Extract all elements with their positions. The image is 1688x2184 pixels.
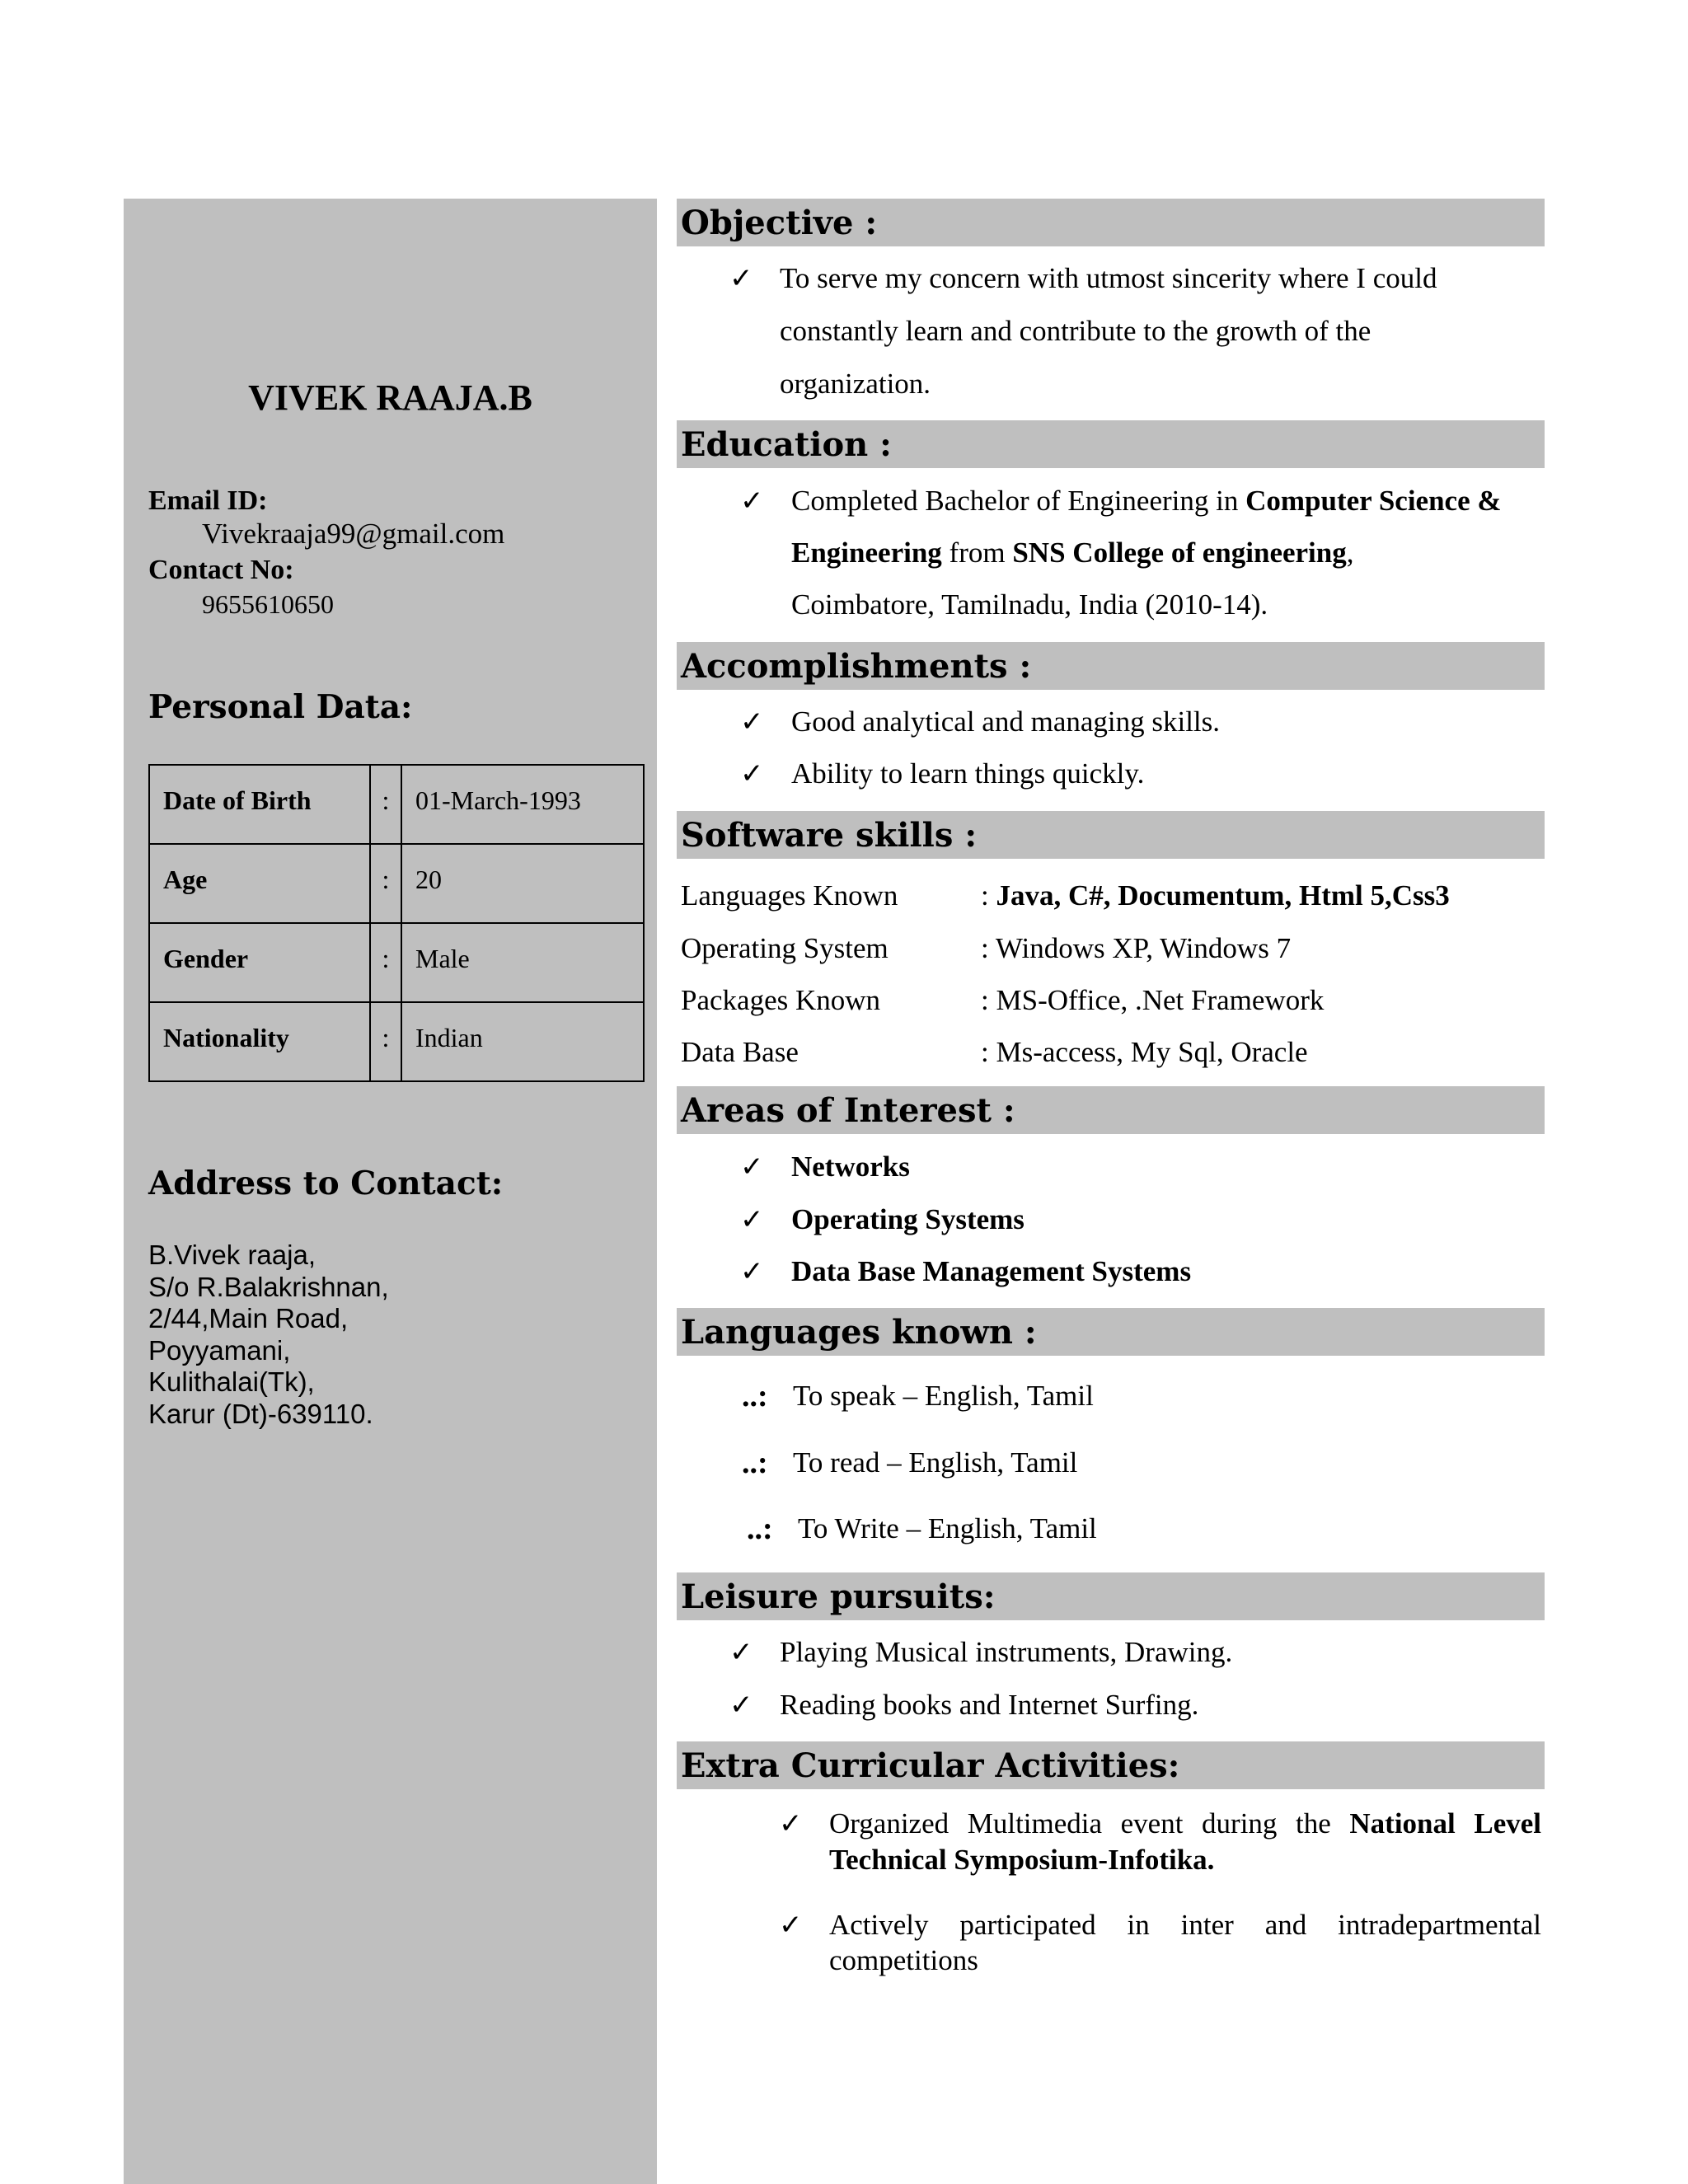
skill-label: Languages Known	[681, 879, 898, 912]
objective-heading: Objective :	[677, 199, 1545, 246]
objective-line: To serve my concern with utmost sincerity where I could	[780, 262, 1437, 294]
row-value: Indian	[401, 1002, 644, 1081]
education-heading: Education :	[677, 420, 1545, 468]
check-icon: ✓	[740, 1151, 764, 1183]
leisure-heading: Leisure pursuits:	[677, 1572, 1545, 1620]
sidebar	[124, 199, 657, 2184]
skill-value: : MS-Office, .Net Framework	[981, 984, 1325, 1016]
check-icon: ✓	[779, 1909, 803, 1942]
row-sep: :	[370, 1002, 401, 1081]
areas-of-interest-heading: Areas of Interest :	[677, 1086, 1545, 1134]
table-row	[149, 844, 644, 923]
list-item: To Write – English, Tamil	[798, 1512, 1097, 1544]
row-value: 20	[401, 844, 644, 923]
list-item: Good analytical and managing skills.	[791, 705, 1221, 738]
check-icon: ✓	[779, 1807, 803, 1840]
bullet-icon: ..:	[742, 1446, 768, 1480]
row-sep: :	[370, 765, 401, 844]
row-sep: :	[370, 844, 401, 923]
check-icon: ✓	[740, 1203, 764, 1236]
list-item: Ability to learn things quickly.	[791, 757, 1145, 790]
activity-line: Technical Symposium-Infotika.	[829, 1844, 1215, 1876]
languages-heading: Languages known :	[677, 1308, 1545, 1356]
education-line: Engineering from SNS College of engineering,	[791, 537, 1354, 569]
list-item: To speak – English, Tamil	[793, 1380, 1094, 1412]
skill-value: : Ms-access, My Sql, Oracle	[981, 1036, 1308, 1068]
contact-value: 9655610650	[202, 589, 334, 619]
row-value: 01-March-1993	[401, 765, 644, 844]
row-key: Gender	[149, 923, 370, 1002]
table-row	[149, 923, 644, 1002]
row-key: Nationality	[149, 1002, 370, 1081]
address-block	[148, 1240, 389, 1430]
objective-line: constantly learn and contribute to the growth of the	[780, 315, 1372, 347]
row-key: Age	[149, 844, 370, 923]
education-line: Coimbatore, Tamilnadu, India (2010-14).	[791, 588, 1268, 621]
list-item: Operating Systems	[791, 1203, 1025, 1235]
list-item: To read – English, Tamil	[793, 1446, 1078, 1479]
personal-data-table	[148, 764, 645, 1082]
accomplishments-heading: Accomplishments :	[677, 642, 1545, 690]
list-item: Networks	[791, 1151, 910, 1183]
email-label: Email ID:	[148, 485, 268, 516]
check-icon: ✓	[740, 757, 764, 790]
check-icon: ✓	[740, 485, 764, 518]
candidate-name: VIVEK RAAJA.B	[248, 377, 532, 418]
table-row	[149, 1002, 644, 1081]
skill-label: Data Base	[681, 1036, 799, 1068]
address-line: Karur (Dt)-639110.	[148, 1398, 373, 1429]
email-value[interactable]: Vivekraaja99@gmail.com	[202, 518, 505, 550]
row-key: Date of Birth	[149, 765, 370, 844]
check-icon: ✓	[740, 1255, 764, 1288]
check-icon: ✓	[729, 1636, 753, 1669]
activity-line: Actively participated in inter and intradepartmental	[829, 1909, 1541, 1941]
education-line: Completed Bachelor of Engineering in Computer Science &	[791, 485, 1502, 517]
bullet-icon: ..:	[747, 1511, 773, 1546]
check-icon: ✓	[740, 705, 764, 738]
address-line: Poyyamani,	[148, 1334, 291, 1366]
check-icon: ✓	[729, 262, 753, 295]
address-line: 2/44,Main Road,	[148, 1303, 349, 1333]
row-value: Male	[401, 923, 644, 1002]
skill-value: : Java, C#, Documentum, Html 5,Css3	[981, 879, 1450, 912]
software-skills-heading: Software skills :	[677, 811, 1545, 859]
objective-line: organization.	[780, 368, 931, 400]
list-item: Reading books and Internet Surfing.	[780, 1689, 1199, 1721]
list-item: Playing Musical instruments, Drawing.	[780, 1636, 1233, 1668]
address-heading: Address to Contact:	[148, 1165, 504, 1202]
skill-value: : Windows XP, Windows 7	[981, 932, 1292, 964]
activity-line: Organized Multimedia event during the National Level	[829, 1807, 1541, 1840]
address-line: Kulithalai(Tk),	[148, 1366, 315, 1397]
personal-data-heading: Personal Data:	[148, 688, 413, 726]
list-item: Data Base Management Systems	[791, 1255, 1192, 1287]
activity-line: competitions	[829, 1944, 978, 1976]
skill-label: Packages Known	[681, 984, 881, 1016]
bullet-icon: ..:	[742, 1379, 768, 1413]
skill-label: Operating System	[681, 932, 889, 964]
row-sep: :	[370, 923, 401, 1002]
table-row	[149, 765, 644, 844]
address-line: S/o R.Balakrishnan,	[148, 1271, 389, 1302]
contact-label: Contact No:	[148, 555, 294, 585]
address-line: B.Vivek raaja,	[148, 1240, 316, 1270]
extra-curricular-heading: Extra Curricular Activities:	[677, 1741, 1545, 1789]
check-icon: ✓	[729, 1689, 753, 1722]
